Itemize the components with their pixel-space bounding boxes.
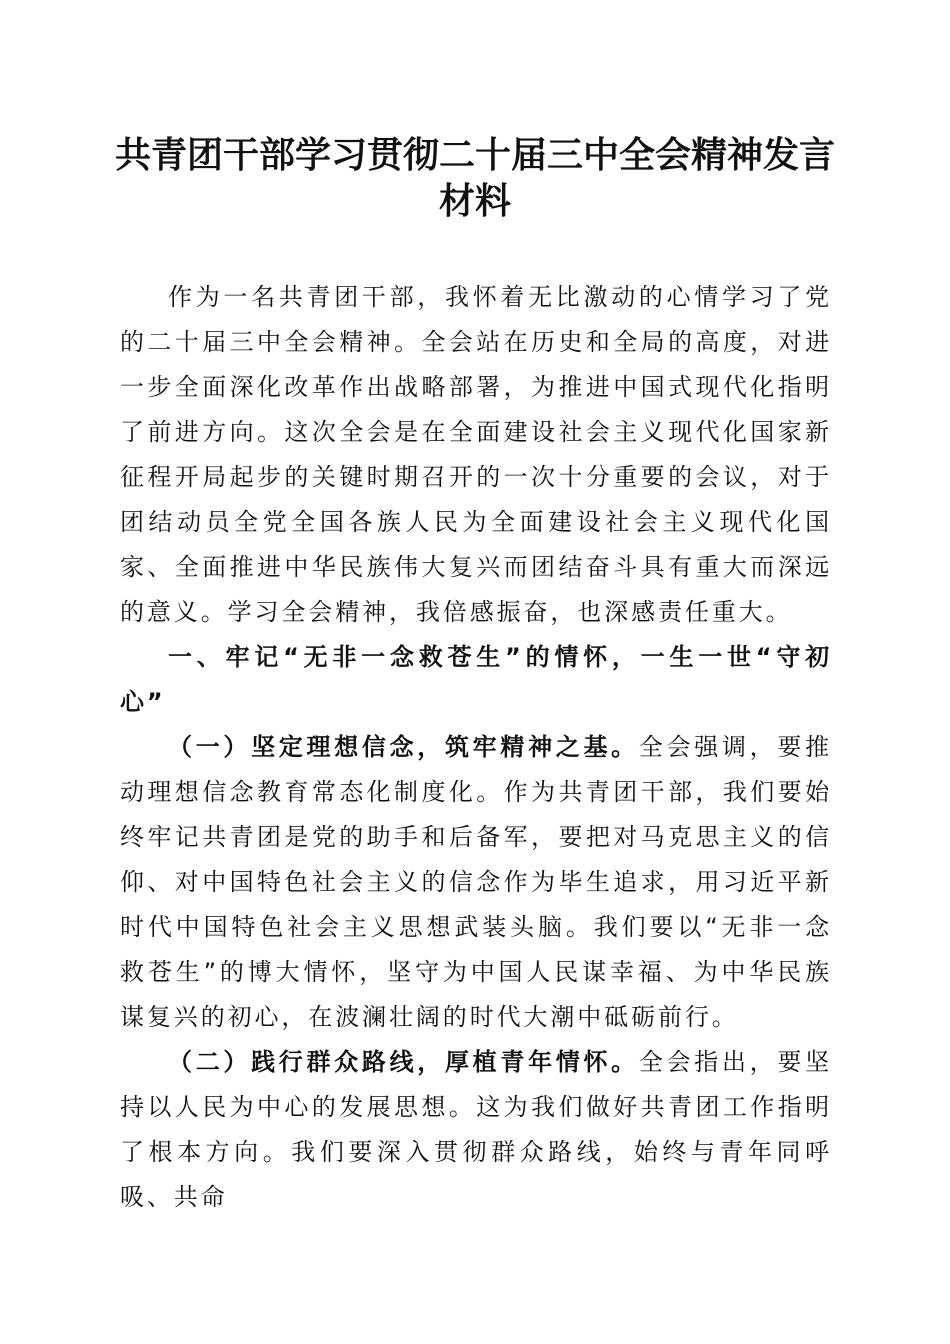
intro-paragraph: 作为一名共青团干部，我怀着无比激动的心情学习了党的二十届三中全会精神。全会站在历史和全局的高度，对进一步全面深化改革作出战略部署，为推进中国式现代化指明了前进方向。这次全会是在全面建设社会主义现代化国家新征程开局起步的关键时期召开的一次十分重要的会议，对于团结动员全党全国各族人民为全面建设社会主义现代化国家、全面推进中华民族伟大复兴而团结奋斗具有重大而深远的意义。学习全会精神，我倍感振奋，也深感责任重大。: [120, 283, 832, 626]
item-text-1: 全会强调，要推动理想信念教育常态化制度化。作为共青团干部，我们要始终牢记共青团是党的助手和后备军，要把对马克思主义的信仰、对中国特色社会主义的信念作为毕生追求，用习近平新时代中国特色社会主义思想武装头脑。我们要以“无非一念救苍生”的博大情怀，坚守为中国人民谋幸福、为中华民族谋复兴的初心，在波澜壮阔的时代大潮中砥砺前行。: [120, 733, 832, 1031]
item-text-2: 全会指出，要坚持以人民为中心的发展思想。这为我们做好共青团工作指明了根本方向。我们要深入贯彻群众路线，始终与青年同呼吸、共命: [120, 1048, 832, 1211]
item-paragraph-1: [120, 725, 832, 1040]
item-lead-2: （二）践行群众路线，厚植青年情怀。: [168, 1048, 639, 1076]
document-title: 共青团干部学习贯彻二十届三中全会精神发言材料: [114, 134, 835, 222]
section-heading: 一、牢记“无非一念救苍生”的情怀，一生一世“守初心”: [120, 643, 832, 716]
item-paragraph-2: [120, 1040, 832, 1220]
item-lead-1: （一）坚定理想信念，筑牢精神之基。: [168, 733, 639, 761]
document-body: [120, 275, 832, 1220]
